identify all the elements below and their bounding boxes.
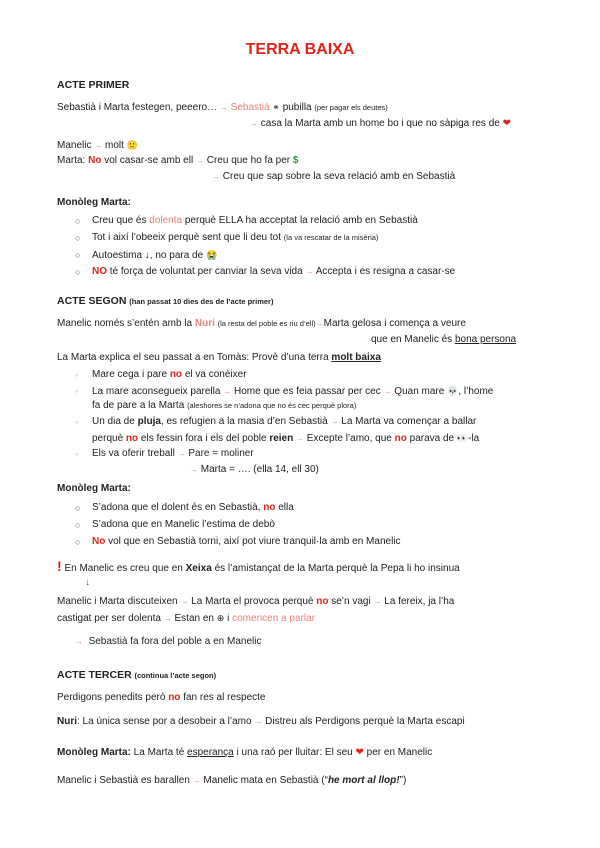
page-title: TERRA BAIXA xyxy=(245,41,355,58)
acte-primer-heading: ACTE PRIMER xyxy=(57,79,130,91)
bullet-icon: ○ xyxy=(75,250,81,260)
exclamation-icon: ! xyxy=(57,558,62,574)
acte2-m2: S’adona que en Manelic l’estima de debò xyxy=(92,519,275,530)
acte2-exclaim-line: ! En Manelic es creu que en Xeixa és l’amistançat de la Marta perquè la Pepa li ho insinua xyxy=(57,558,460,574)
arrow-icon: → xyxy=(315,319,324,328)
arrow-icon: → xyxy=(373,597,382,606)
acte2-p3: → Sebastià fa fora del poble a en Manelic xyxy=(75,636,262,647)
acte1-line1: Sebastià i Marta festegen, peeero… → Sebastià ⚭ pubilla (per pagar els deutes) xyxy=(57,102,388,113)
acte1-bullet3: Autoestima ↓, no para de 😭 xyxy=(92,250,218,261)
arrow-icon: → xyxy=(305,267,314,276)
heart-icon: ❤ xyxy=(355,747,364,758)
arrow-icon: → xyxy=(195,156,204,165)
acte2-monoleg-heading: Monòleg Marta: xyxy=(57,483,131,494)
bullet-icon: ○ xyxy=(75,233,81,243)
bullet-icon: ◦ xyxy=(75,417,79,427)
acte2-m1: S’adona que el dolent és en Sebastià, no ella xyxy=(92,502,294,513)
acte2-c7: → Marta = …. (ella 14, ell 30) xyxy=(190,464,319,475)
arrow-icon: → xyxy=(94,141,103,150)
acte2-p2: castigat per ser dolenta → Estan en ⊕ i comencen a parlar xyxy=(57,613,315,624)
acte2-p1: Manelic i Marta discuteixen → La Marta el provoca perquè no se’n vagi → La fereix, ja l’ha xyxy=(57,596,455,607)
acte1-bullet1: Creu que és dolenta perquè ELLA ha acceptat la relació amb en Sebastià xyxy=(92,215,418,226)
acte1-line2: → casa la Marta amb un home bo i que no sàpiga res de ❤ xyxy=(250,118,511,129)
bullet-icon: ◦ xyxy=(75,370,79,380)
heart-icon: ❤ xyxy=(502,118,511,129)
ring-icon: ⊕ xyxy=(216,613,225,623)
arrow-icon: → xyxy=(163,614,172,623)
bullet-icon: ◦ xyxy=(75,449,79,459)
bullet-icon: ○ xyxy=(75,503,81,513)
arrow-icon: → xyxy=(383,387,392,396)
bullet-icon: ○ xyxy=(75,267,81,277)
skull-icon: 💀 xyxy=(447,386,459,396)
arrow-icon: → xyxy=(254,717,263,726)
acte2-c5: perquè no els fessin fora i els del poble reien → Excepte l’amo, que no parava de 👀-la xyxy=(92,433,480,444)
acte2-c3: fa de pare a la Marta (aleshores se n’adona que no és cec perquè plora) xyxy=(92,400,357,411)
acte2-line2: que en Manelic és bona persona xyxy=(371,334,517,345)
acte1-line3: Manelic → molt 🙂 xyxy=(57,140,138,151)
rings-icon: ⚭ xyxy=(272,102,280,112)
eyes-icon: 👀 xyxy=(456,433,469,443)
acte2-c2: La mare aconsegueix parella → Home que es feia passar per cec → Quan mare 💀, l’home xyxy=(92,386,494,397)
acte1-bullet2: Tot i així l’obeeix perquè sent que li deu tot (la va rescatar de la misèria) xyxy=(92,232,379,243)
arrow-icon: → xyxy=(330,417,339,426)
acte2-c6: Els va oferir treball → Pare = moliner xyxy=(92,448,254,459)
smile-icon: 🙂 xyxy=(126,140,138,150)
arrow-icon: → xyxy=(75,637,83,646)
bullet-icon: ◦ xyxy=(75,386,79,396)
arrow-icon: → xyxy=(177,449,186,458)
arrow-icon: → xyxy=(180,597,189,606)
down-arrow-icon: ↓ xyxy=(85,577,90,588)
acte3-line1: Perdigons penedits però no fan res al respecte xyxy=(57,692,266,703)
acte-segon-heading: ACTE SEGON (han passat 10 dies des de l’acte primer) xyxy=(57,295,274,307)
acte2-c1: Mare cega i pare no el va conèixer xyxy=(92,369,247,380)
arrow-icon: → xyxy=(192,776,201,785)
arrow-icon: → xyxy=(223,387,232,396)
acte2-line3: La Marta explica el seu passat a en Tomàs: Provè d’una terra molt baixa xyxy=(57,352,381,363)
arrow-icon: → xyxy=(296,434,305,443)
acte2-c4: Un dia de pluja, es refugien a la masia d’en Sebastià → La Marta va començar a ballar xyxy=(92,416,477,427)
acte3-line3: Monòleg Marta: La Marta té esperança i una raó per lluitar: El seu ❤ per en Manelic xyxy=(57,747,433,758)
acte2-line1: Manelic només s’entén amb la Nuri (la resta del poble es riu d’ell)→Marta gelosa i comença a veure xyxy=(57,318,466,329)
arrow-icon: → xyxy=(250,119,258,128)
dollar-icon: $ xyxy=(292,155,299,166)
acte3-line4: Manelic i Sebastià es barallen → Manelic mata en Sebastià (“he mort al llop!”) xyxy=(57,775,407,786)
bullet-icon: ○ xyxy=(75,537,81,547)
crying-icon: 😭 xyxy=(205,250,218,260)
acte2-m3: No vol que en Sebastià torni, així pot viure tranquil·la amb en Manelic xyxy=(92,536,401,547)
bullet-icon: ○ xyxy=(75,520,81,530)
bullet-icon: ○ xyxy=(75,216,81,226)
arrow-icon: → xyxy=(190,465,198,474)
acte-tercer-heading: ACTE TERCER (continua l’acte segon) xyxy=(57,669,217,681)
acte1-bullet4: NO té força de voluntat per canviar la seva vida → Accepta i es resigna a casar-se xyxy=(92,266,456,277)
acte1-monoleg-heading: Monòleg Marta: xyxy=(57,197,131,208)
arrow-icon: → xyxy=(219,103,228,112)
acte3-line2: Nuri: La única sense por a desobeir a l’amo → Distreu als Perdigons perquè la Marta escapi xyxy=(57,716,465,727)
acte1-line4: Marta: No vol casar-se amb ell → Creu que ho fa per $ xyxy=(57,155,299,166)
arrow-icon: → xyxy=(212,172,220,181)
acte1-line5: → Creu que sap sobre la seva relació amb en Sebastià xyxy=(212,171,456,182)
